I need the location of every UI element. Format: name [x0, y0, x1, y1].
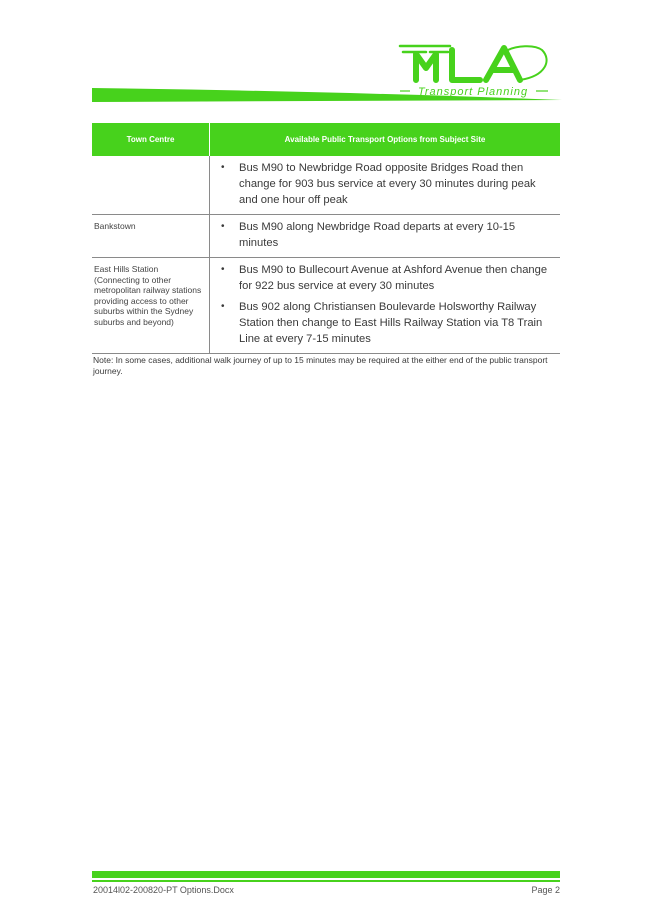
option-item: • Bus M90 along Newbridge Road departs at every 10-15 minutes: [218, 219, 554, 251]
town-cell: Bankstown: [92, 215, 210, 258]
footer-page-number: Page 2: [531, 885, 560, 895]
option-item: • Bus 902 along Christiansen Boulevarde Holsworthy Railway Station then change to East Hills Railway Station via T8 Train Line at every 7-15 minutes: [218, 299, 554, 347]
table-header-row: [92, 123, 560, 156]
town-cell: East Hills Station (Connecting to other metropolitan railway stations providing access to other suburbs within the Sydney suburbs and beyond): [92, 258, 210, 354]
logo-tagline: Transport Planning: [417, 86, 529, 98]
option-item: • Bus M90 to Bullecourt Avenue at Ashford Avenue then change for 922 bus service at every 30 minutes: [218, 262, 554, 294]
options-cell: [210, 258, 561, 354]
col-header-town-centre: Town Centre: [92, 123, 210, 156]
option-item: • Bus M90 to Newbridge Road opposite Bridges Road then change for 903 bus service at every 30 minutes during peak and one hour off peak: [218, 160, 554, 208]
footer-doc-name: 20014l02-200820-PT Options.Docx: [93, 885, 234, 895]
options-cell: [210, 215, 561, 258]
footer-rule: [92, 880, 560, 882]
table-row: [92, 156, 560, 215]
town-cell: [92, 156, 210, 215]
table-row: [92, 215, 560, 258]
transport-options-table: [92, 123, 560, 354]
table-note: Note: In some cases, additional walk journey of up to 15 minutes may be required at the either end of the public transport journey.: [93, 355, 548, 376]
table-row: [92, 258, 560, 354]
header-swoosh: [92, 86, 562, 106]
col-header-transport-options: Available Public Transport Options from Subject Site: [210, 123, 561, 156]
options-cell: [210, 156, 561, 215]
footer-bar: [92, 871, 560, 878]
